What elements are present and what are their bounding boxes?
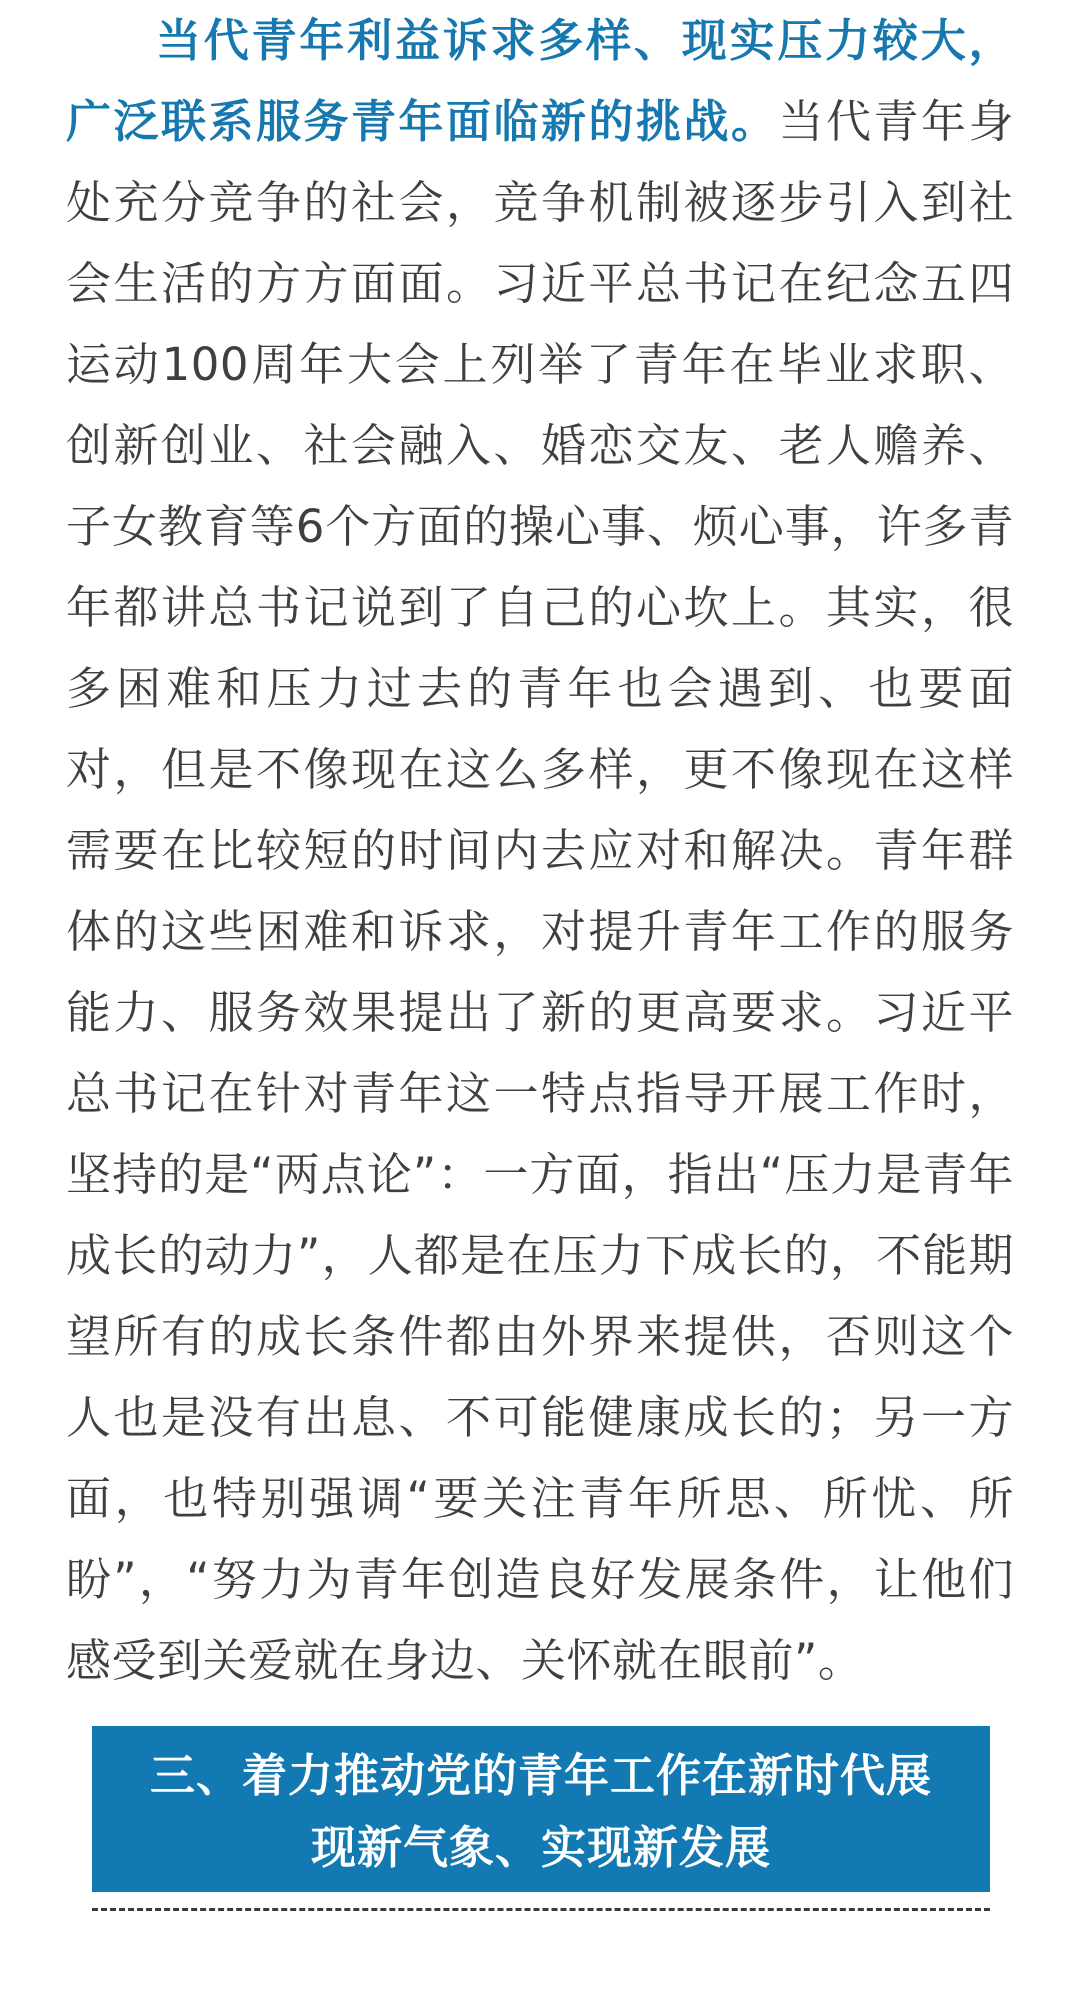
section-heading-line-2: 现新气象、实现新发展	[310, 1821, 771, 1874]
section-heading-line-1: 三、着力推动党的青年工作在新时代展	[149, 1749, 932, 1802]
article-body	[66, 0, 1014, 1701]
paragraph-body-text: 当代青年身处充分竞争的社会，竞争机制被逐步引入到社会生活的方方面面。习近平总书记在纪念五四运动100周年大会上列举了青年在毕业求职、创新创业、社会融入、婚恋交友、老人赡养、子女教育等6个方面的操心事、烦心事，许多青年都讲总书记说到了自己的心坎上。其实，很多困难和压力过去的青年也会遇到、也要面对，但是不像现在这么多样，更不像现在这样需要在比较短的时间内去应对和解决。青年群体的这些困难和诉求，对提升青年工作的服务能力、服务效果提出了新的更高要求。习近平总书记在针对青年这一特点指导开展工作时，坚持的是“两点论”：一方面，指出“压力是青年成长的动力”，人都是在压力下成长的，不能期望所有的成长条件都由外界来提供，否则这个人也是没有出息、不可能健康成长的；另一方面，也特别强调“要关注青年所思、所忧、所盼”，“努力为青年创造良好发展条件，让他们感受到关爱就在身边、关怀就在眼前”。	[66, 95, 1014, 1687]
section-heading-box	[92, 1726, 990, 1892]
dashed-divider	[92, 1908, 990, 1911]
paragraph-lead-heading: 当代青年利益诉求多样、现实压力较大，广泛联系服务青年面临新的挑战。	[66, 14, 1014, 148]
article-paragraph	[66, 0, 1014, 1701]
